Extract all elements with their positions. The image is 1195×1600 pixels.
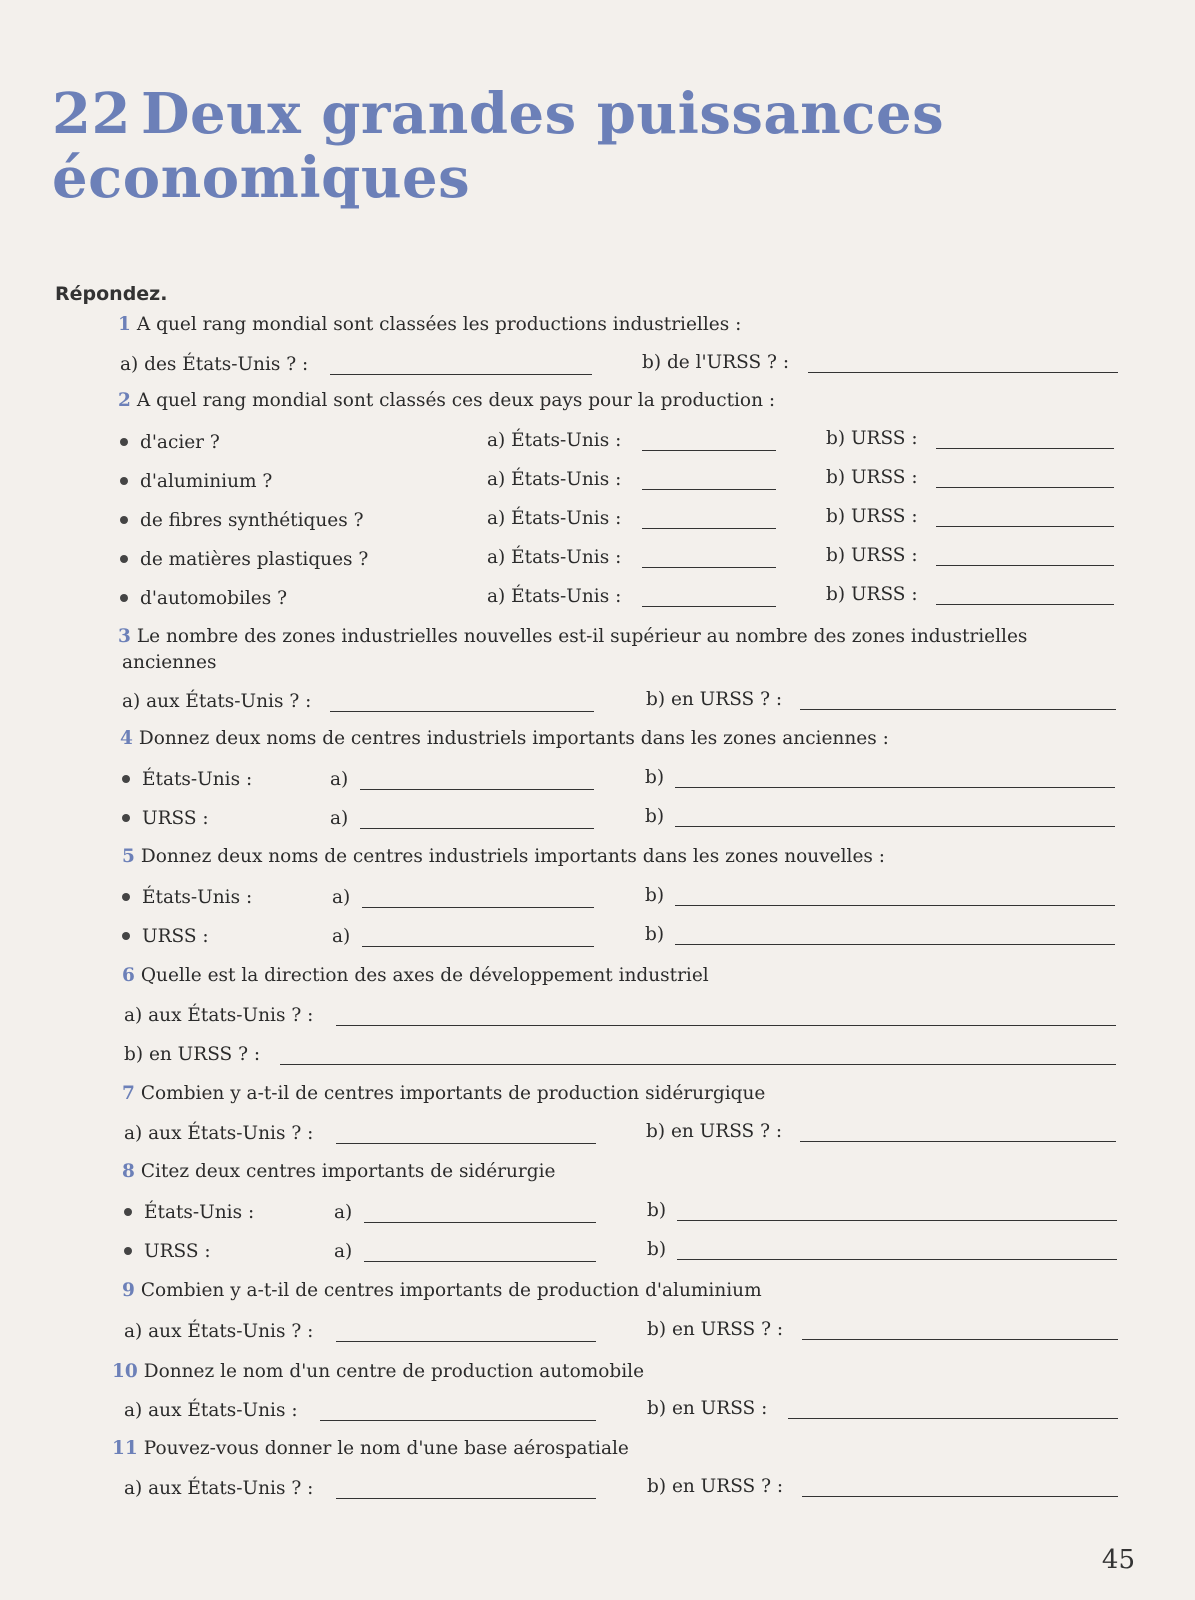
bullet-icon bbox=[122, 893, 130, 901]
q9-answer-a[interactable] bbox=[336, 1341, 596, 1342]
bullet-icon bbox=[122, 932, 130, 940]
page-title bbox=[52, 82, 944, 210]
q5-row-label: URSS : bbox=[122, 925, 209, 949]
question-3: 3 Le nombre des zones industrielles nouvelles est-il supérieur au nombre des zones industrielles bbox=[118, 626, 1028, 647]
q4-answer-b[interactable] bbox=[675, 787, 1115, 788]
title-line-2: économiques bbox=[52, 145, 471, 211]
q8-label-a: a) bbox=[334, 1202, 353, 1223]
q8-row-label: États-Unis : bbox=[124, 1201, 254, 1225]
q11-label-a: a) aux États-Unis ? : bbox=[124, 1478, 314, 1499]
q10-answer-a[interactable] bbox=[320, 1420, 596, 1421]
q4-label-a: a) bbox=[330, 769, 349, 790]
q2-answer-a[interactable] bbox=[642, 528, 776, 529]
q1-answer-a[interactable] bbox=[330, 374, 592, 375]
q2-label-b: b) URSS : bbox=[826, 428, 918, 449]
q5-label-b: b) bbox=[645, 885, 665, 906]
q1-label-a: a) des États-Unis ? : bbox=[120, 354, 309, 375]
q4-row-label: États-Unis : bbox=[122, 768, 252, 792]
q2-answer-a[interactable] bbox=[642, 489, 776, 490]
q7-answer-a[interactable] bbox=[336, 1143, 596, 1144]
q2-label-a: a) États-Unis : bbox=[487, 430, 622, 451]
q4-label-b: b) bbox=[645, 767, 665, 788]
q5-answer-b[interactable] bbox=[675, 905, 1115, 906]
q3-label-a: a) aux États-Unis ? : bbox=[122, 691, 312, 712]
question-9: 9 Combien y a-t-il de centres importants de production d'aluminium bbox=[122, 1280, 762, 1301]
q2-label-a: a) États-Unis : bbox=[487, 547, 622, 568]
bullet-icon bbox=[124, 1208, 132, 1216]
q3-answer-a[interactable] bbox=[330, 711, 594, 712]
question-8: 8 Citez deux centres importants de sidérurgie bbox=[122, 1161, 556, 1182]
instruction: Répondez. bbox=[55, 283, 168, 305]
q5-answer-b[interactable] bbox=[675, 944, 1115, 945]
question-1: 1 A quel rang mondial sont classées les productions industrielles : bbox=[118, 314, 742, 335]
q8-label-b: b) bbox=[647, 1239, 667, 1260]
bullet-icon bbox=[120, 555, 128, 563]
q8-answer-b[interactable] bbox=[677, 1220, 1117, 1221]
q6-answer-b[interactable] bbox=[280, 1064, 1116, 1065]
q2-answer-b[interactable] bbox=[936, 448, 1114, 449]
q11-answer-a[interactable] bbox=[336, 1498, 596, 1499]
q5-label-a: a) bbox=[332, 887, 351, 908]
bullet-icon bbox=[120, 438, 128, 446]
q2-label-a: a) États-Unis : bbox=[487, 586, 622, 607]
q8-answer-a[interactable] bbox=[364, 1222, 596, 1223]
q2-label-b: b) URSS : bbox=[826, 506, 918, 527]
q5-row-label: États-Unis : bbox=[122, 886, 252, 910]
q2-answer-a[interactable] bbox=[642, 606, 776, 607]
bullet-icon bbox=[122, 775, 130, 783]
q2-item: d'automobiles ? bbox=[120, 587, 287, 611]
bullet-icon bbox=[120, 594, 128, 602]
q4-answer-a[interactable] bbox=[360, 789, 594, 790]
question-2: 2 A quel rang mondial sont classés ces deux pays pour la production : bbox=[118, 390, 776, 411]
q2-answer-a[interactable] bbox=[642, 567, 776, 568]
q8-label-a: a) bbox=[334, 1241, 353, 1262]
q2-answer-b[interactable] bbox=[936, 604, 1114, 605]
question-5: 5 Donnez deux noms de centres industriels importants dans les zones nouvelles : bbox=[122, 846, 886, 867]
q2-answer-b[interactable] bbox=[936, 526, 1114, 527]
bullet-icon bbox=[120, 477, 128, 485]
q3-label-b: b) en URSS ? : bbox=[646, 689, 783, 710]
q9-label-a: a) aux États-Unis ? : bbox=[124, 1321, 314, 1342]
q5-label-a: a) bbox=[332, 926, 351, 947]
q2-label-b: b) URSS : bbox=[826, 545, 918, 566]
q2-answer-a[interactable] bbox=[642, 450, 776, 451]
q1-label-b: b) de l'URSS ? : bbox=[642, 352, 790, 373]
q3-answer-b[interactable] bbox=[800, 709, 1116, 710]
q2-item: de fibres synthétiques ? bbox=[120, 509, 364, 533]
q8-row-label: URSS : bbox=[124, 1240, 211, 1264]
chapter-number: 22 bbox=[52, 81, 131, 147]
q4-answer-b[interactable] bbox=[675, 826, 1115, 827]
question-10: 10 Donnez le nom d'un centre de production automobile bbox=[112, 1361, 645, 1382]
q5-answer-a[interactable] bbox=[362, 907, 594, 908]
q11-label-b: b) en URSS ? : bbox=[647, 1476, 784, 1497]
q7-label-a: a) aux États-Unis ? : bbox=[124, 1123, 314, 1144]
q4-label-b: b) bbox=[645, 806, 665, 827]
q6-label-a: a) aux États-Unis ? : bbox=[124, 1005, 314, 1026]
question-7: 7 Combien y a-t-il de centres importants de production sidérurgique bbox=[122, 1083, 766, 1104]
q2-answer-b[interactable] bbox=[936, 487, 1114, 488]
q2-label-a: a) États-Unis : bbox=[487, 469, 622, 490]
q7-label-b: b) en URSS ? : bbox=[646, 1121, 783, 1142]
q2-label-b: b) URSS : bbox=[826, 467, 918, 488]
q9-answer-b[interactable] bbox=[802, 1339, 1118, 1340]
question-4: 4 Donnez deux noms de centres industriels importants dans les zones anciennes : bbox=[120, 728, 889, 749]
q9-label-b: b) en URSS ? : bbox=[647, 1319, 784, 1340]
q10-label-a: a) aux États-Unis : bbox=[124, 1400, 298, 1421]
q10-label-b: b) en URSS : bbox=[647, 1398, 768, 1419]
q2-item: de matières plastiques ? bbox=[120, 548, 368, 572]
q11-answer-b[interactable] bbox=[802, 1496, 1118, 1497]
bullet-icon bbox=[120, 516, 128, 524]
question-11: 11 Pouvez-vous donner le nom d'une base aérospatiale bbox=[112, 1438, 629, 1459]
q8-label-b: b) bbox=[647, 1200, 667, 1221]
q2-item: d'acier ? bbox=[120, 431, 220, 455]
q4-row-label: URSS : bbox=[122, 807, 209, 831]
q7-answer-b[interactable] bbox=[800, 1141, 1116, 1142]
page-number: 45 bbox=[1101, 1545, 1135, 1575]
q2-item: d'aluminium ? bbox=[120, 470, 272, 494]
q2-answer-b[interactable] bbox=[936, 565, 1114, 566]
q4-answer-a[interactable] bbox=[360, 828, 594, 829]
q2-label-a: a) États-Unis : bbox=[487, 508, 622, 529]
q10-answer-b[interactable] bbox=[788, 1418, 1118, 1419]
q5-answer-a[interactable] bbox=[362, 946, 594, 947]
q8-answer-a[interactable] bbox=[364, 1261, 596, 1262]
q6-label-b: b) en URSS ? : bbox=[124, 1044, 261, 1065]
question-3-cont: anciennes bbox=[122, 652, 217, 673]
question-6: 6 Quelle est la direction des axes de développement industriel bbox=[122, 965, 709, 986]
q1-answer-b[interactable] bbox=[808, 372, 1118, 373]
q6-answer-a[interactable] bbox=[336, 1025, 1116, 1026]
bullet-icon bbox=[122, 814, 130, 822]
bullet-icon bbox=[124, 1247, 132, 1255]
q5-label-b: b) bbox=[645, 924, 665, 945]
q2-label-b: b) URSS : bbox=[826, 584, 918, 605]
title-line-1: Deux grandes puissances bbox=[140, 81, 945, 147]
q4-label-a: a) bbox=[330, 808, 349, 829]
q8-answer-b[interactable] bbox=[677, 1259, 1117, 1260]
